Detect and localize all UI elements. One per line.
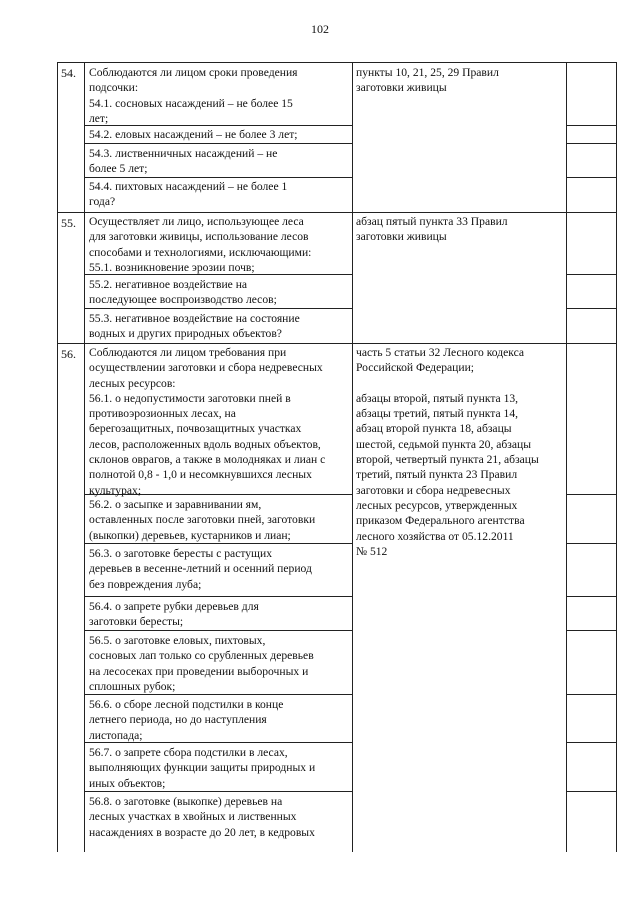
question-text: 55.3. негативное воздействие на состояние водных и других природных объектов? — [89, 312, 300, 341]
question-text: 55.2. негативное воздействие на последующее воспроизводство лесов; — [89, 278, 277, 307]
sub-row-separator — [567, 274, 617, 275]
question-text: 54.2. еловых насаждений – не более 3 лет; — [89, 128, 298, 141]
sub-row-separator — [567, 494, 617, 495]
question-text: Соблюдаются ли лицом сроки проведения подсочки: 54.1. сосновых насаждений – не более 15 лет; — [89, 66, 298, 125]
table-top-line — [57, 62, 617, 63]
sub-row-separator — [85, 543, 353, 544]
table-border-right — [616, 62, 617, 852]
sub-row-separator — [85, 177, 353, 178]
question-text: 56.3. о заготовке бересты с растущих деревьев в весенне-летний и осенний период без повреждения луба; — [89, 547, 312, 591]
sub-row-separator — [567, 143, 617, 144]
row-number: 56. — [61, 347, 76, 361]
sub-row-separator — [567, 630, 617, 631]
sub-row-separator — [567, 177, 617, 178]
row-number: 55. — [61, 216, 76, 230]
question-text: 54.4. пихтовых насаждений – не более 1 года? — [89, 180, 288, 209]
sub-row-separator — [567, 742, 617, 743]
question-text: 56.6. о сборе лесной подстилки в конце летнего периода, но до наступления листопада; — [89, 698, 284, 742]
question-text: 56.8. о заготовке (выкопке) деревьев на лесных участках в хвойных и лиственных насаждениях в возрасте до 20 лет, в кедровых — [89, 795, 315, 839]
question-text: 56.4. о запрете рубки деревьев для заготовки бересты; — [89, 600, 259, 629]
sub-row-separator — [567, 694, 617, 695]
legal-reference: часть 5 статьи 32 Лесного кодекса Российской Федерации; абзацы второй, пятый пункта 13, абзацы третий, пятый пункта 14, абзац второй пункта 18, абзацы шестой, седьмой пункта 20, абзацы второй, четвертый пункта 21, абзацы третий, пятый пункта 23 Правил заготовки и сбора недревесных лесных ресурсов, утвержденных приказом Федерального агентства лесного хозяйства от 05.12.2011 № 512 — [356, 346, 539, 558]
column-divider-number — [84, 62, 85, 852]
question-text: Соблюдаются ли лицом требования при осуществлении заготовки и сбора недревесных лесных ресурсов: 56.1. о недопустимости заготовки пней в противоэрозионных лесах, на берегозащитных, почвозащитных участках лесов, расположенных вдоль водных объектов, склонов оврагов, а также в молодняках и лиан с полнотой 0,8 - 1,0 и несомкнувшихся лесных культурах; — [89, 346, 326, 497]
row-number: 54. — [61, 66, 76, 80]
sub-row-separator — [567, 543, 617, 544]
question-text: 54.3. лиственничных насаждений – не более 5 лет; — [89, 147, 278, 176]
question-text: 56.2. о засыпке и заравнивании ям, оставленных после заготовки пней, заготовки (выкопки) деревьев, кустарников и лиан; — [89, 498, 316, 542]
legal-reference: пункты 10, 21, 25, 29 Правил заготовки живицы — [356, 66, 499, 95]
page-number: 102 — [311, 22, 329, 36]
question-text: Осуществляет ли лицо, использующее леса для заготовки живицы, использование лесов способами и технологиями, исключающими: 55.1. возникновение эрозии почв; — [89, 215, 312, 274]
question-text: 56.5. о заготовке еловых, пихтовых, сосновых лап только со срубленных деревьев на лесосеках при проведении выборочных и сплошных рубок; — [89, 634, 314, 693]
sub-row-separator — [567, 791, 617, 792]
column-divider-question — [352, 62, 353, 852]
question-text: 56.7. о запрете сбора подстилки в лесах, выполняющих функции защиты природных и иных объектов; — [89, 746, 316, 790]
sub-row-separator — [567, 308, 617, 309]
legal-reference: абзац пятый пункта 33 Правил заготовки живицы — [356, 215, 508, 244]
sub-row-separator — [85, 630, 353, 631]
sub-row-separator — [85, 143, 353, 144]
sub-row-separator — [85, 308, 353, 309]
row-separator — [57, 343, 617, 344]
sub-row-separator — [85, 791, 353, 792]
sub-row-separator — [567, 125, 617, 126]
table-border-left — [57, 62, 58, 852]
sub-row-separator — [85, 596, 353, 597]
sub-row-separator — [567, 596, 617, 597]
row-separator — [57, 212, 617, 213]
column-divider-reference — [566, 62, 567, 852]
